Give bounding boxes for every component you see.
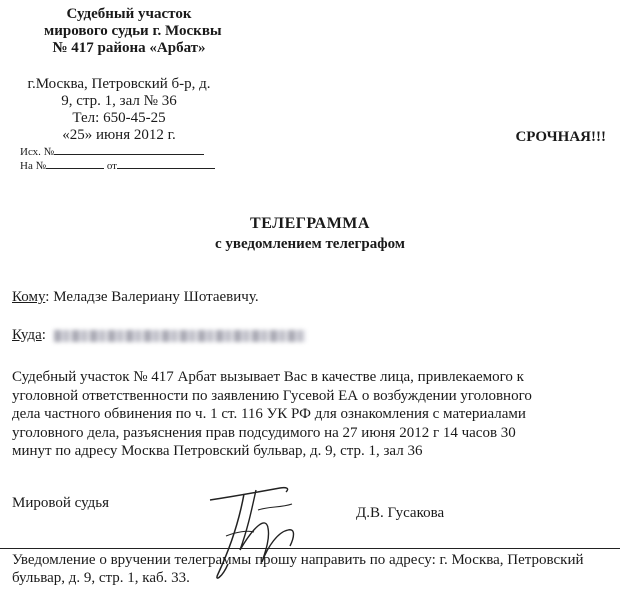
address-row (12, 327, 306, 344)
incoming-number-field (20, 159, 215, 172)
body-line: дела частного обвинения по ч. 1 ст. 116 УК РФ для ознакомления с материалами (12, 406, 526, 422)
body-line: уголовного дела, разъяснения прав подсудимого на 27 июня 2012 г 14 часов 30 (12, 424, 516, 441)
to-label: Кому (12, 289, 46, 305)
document-subtitle: с уведомлением телеграфом (214, 236, 406, 252)
to-value: : Меладзе Валериану Шотаевичу. (45, 289, 259, 305)
where-colon: : (41, 327, 46, 343)
incoming-label: На № (20, 160, 47, 172)
court-line: № 417 района «Арбат» (52, 40, 206, 56)
court-name-block (44, 6, 222, 57)
outgoing-line (54, 145, 204, 155)
urgent-mark: СРОЧНАЯ!!! (515, 129, 606, 145)
court-line: мирового судьи г. Москвы (44, 23, 222, 39)
document-date: «25» июня 2012 г. (62, 127, 176, 143)
document-title: ТЕЛЕГРАММА (250, 215, 370, 232)
body-line: Судебный участок № 417 Арбат вызывает Вас в качестве лица, привлекаемого к (12, 369, 524, 385)
where-label: Куда (12, 327, 42, 343)
court-address-block (24, 76, 214, 144)
address-line: г.Москва, Петровский б-р, д. (27, 76, 211, 92)
from-line (117, 159, 215, 169)
notice-line: бульвар, д. 9, стр. 1, каб. 33. (12, 570, 190, 586)
footer-divider (0, 548, 620, 549)
delivery-notice (12, 551, 612, 587)
outgoing-label: Исх. № (20, 146, 55, 158)
from-label: от (106, 160, 117, 172)
body-line: уголовной ответственности по заявлению Гусевой ЕА о возбуждении уголовного (12, 387, 532, 404)
telegram-body (12, 368, 612, 461)
body-line: минут по адресу Москва Петровский бульвар, д. 9, стр. 1, зал 36 (12, 443, 423, 459)
incoming-line (46, 159, 104, 169)
address-line: Тел: 650-45-25 (72, 110, 166, 126)
judge-name: Д.В. Гусакова (356, 505, 445, 521)
redacted-address (54, 330, 306, 342)
outgoing-number-field (20, 145, 204, 158)
recipient-row (12, 289, 259, 306)
notice-line: Уведомление о вручении телеграммы прошу направить по адресу: г. Москва, Петровский (12, 552, 584, 568)
court-line: Судебный участок (66, 6, 192, 22)
judge-role: Мировой судья (12, 495, 110, 511)
address-line: 9, стр. 1, зал № 36 (61, 93, 177, 109)
